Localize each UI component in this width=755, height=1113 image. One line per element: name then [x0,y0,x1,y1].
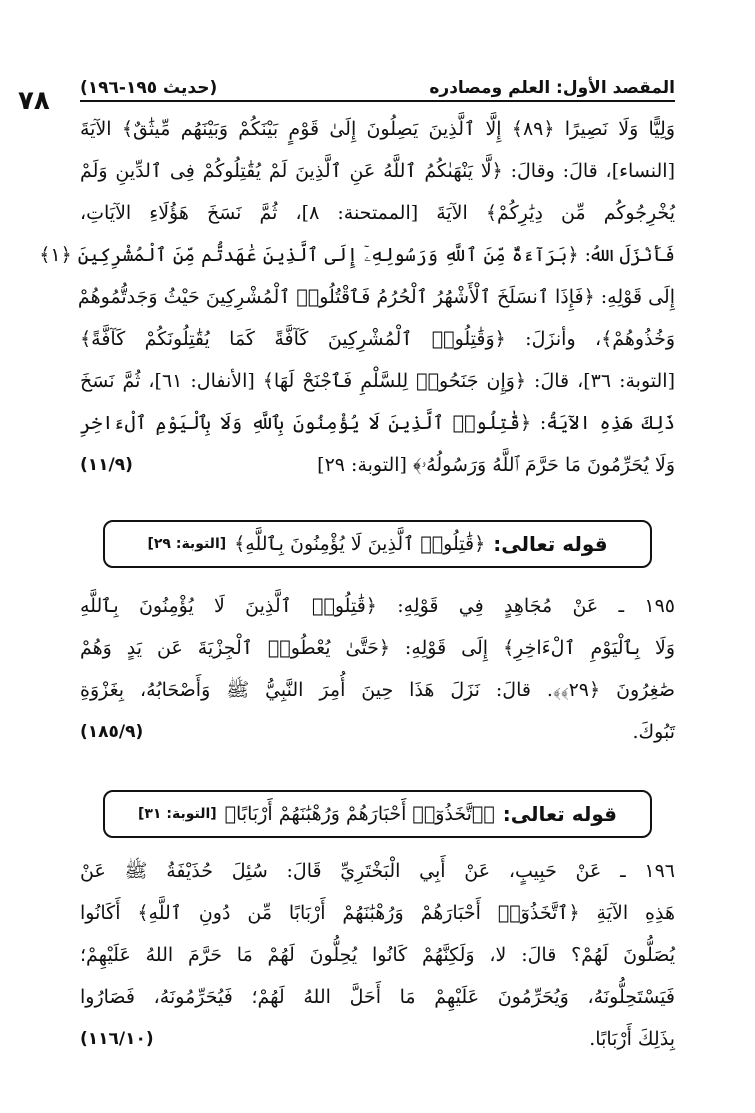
verse-heading-box [103,520,652,568]
text-line: فَأَنْزَلَ اللهُ: ﴿بَرَآءَةٌ مِّنَ ٱللَّهِ وَرَسُولِهِۦٓ إِلَى ٱلَّذِينَ عَٰهَدتُّم مِّنَ ٱلْمُشْرِكِينَ ﴿١﴾ [39,244,675,266]
section-3-text [80,850,675,1060]
verse-heading-lead: قوله تعالى: [502,802,618,826]
text-line-last [80,444,675,486]
verse-heading-ref: [التوبة: ٣١] [137,806,217,822]
text-line: ١٩٦ ـ عَنْ حَبِيبٍ، عَنْ أَبِي الْبَخْتَرِيِّ قَالَ: سُئِلَ حُذَيْفَةُ ﷺ عَنْ [80,860,675,882]
text-line-last [80,1018,675,1060]
section-1-text [39,108,676,486]
text-line: يُصَلُّونَ لَهُمْ؟ قالَ: لا، وَلَكِنَّهُمْ كَانُوا يُحِلُّونَ لَهُمْ مَا حَرَّمَ اللهُ عَلَيْهِمْ؛ [80,944,675,966]
text-line: تَبُوكَ. [632,721,675,743]
volume-page-ref: (١١٦/١٠) [80,1029,154,1049]
header-rule [80,100,675,102]
verse-heading-ref: [التوبة: ٢٩] [147,536,227,552]
text-line: [النساء]، قالَ: وقالَ: ﴿لَّا يَنْهَىٰكُمُ ٱللَّهُ عَنِ ٱلَّذِينَ لَمْ يُقَٰتِلُوكُمْ فِى ٱلدِّينِ وَلَمْ [80,160,675,182]
text-line: هَذِهِ الآيَةِ ﴿ٱتَّخَذُوٓا۟ أَحْبَارَهُمْ وَرُهْبَٰنَهُمْ أَرْبَابًا مِّن دُونِ ٱللَّهِ﴾ أَكَانُوا [80,902,675,924]
text-line: [التوبة: ٣٦]، قالَ: ﴿وَإِن جَنَحُوا۟ لِلسَّلْمِ فَٱجْنَحْ لَهَا﴾ [الأنفال: ٦١]، ثُمَّ نَسَخَ [80,370,675,392]
page-number: ٧٨ [18,86,50,116]
text-line: وَلَا يُحَرِّمُونَ مَا حَرَّمَ ٱللَّهُ وَرَسُولُهُۥ﴾ [التوبة: ٢٩] [317,454,675,476]
verse-heading-box [103,790,652,838]
running-header [80,68,675,98]
verse-heading-text: ﴿ٱتَّخَذُوٓا۟ أَحْبَارَهُمْ وَرُهْبَٰنَهُمْ أَرْبَابًا﴾ [224,803,495,825]
text-line: وَخُذُوهُمْ﴾، وأنزَلَ: ﴿وَقَٰتِلُوا۟ ٱلْمُشْرِكِينَ كَآفَّةً كَمَا يُقَٰتِلُونَكُمْ كَآفَّةً﴾ [80,328,675,350]
text-line: ذَلِكَ هَذِهِ الآيَةُ: ﴿قَٰتِلُوا۟ ٱلَّذِينَ لَا يُؤْمِنُونَ بِٱللَّهِ وَلَا بِٱلْيَوْمِ ٱلْءَاخِرِ [80,412,675,434]
volume-page-ref: (١٨٥/٩) [80,722,144,742]
text-line: يُخْرِجُوكُم مِّن دِيَٰرِكُمْ﴾ الآيَةَ [الممتحنة: ٨]، ثُمَّ نَسَخَ هَؤُلَاءِ الآيَاتِ، [80,202,675,224]
header-chapter-title: المقصد الأول: العلم ومصادره [429,78,675,98]
verse-heading-text: ﴿قَٰتِلُوا۟ ٱلَّذِينَ لَا يُؤْمِنُونَ بِٱللَّهِ﴾ [234,533,486,555]
text-line: صَٰغِرُونَ ﴿٢٩﴾﴾. قالَ: نَزَلَ هَذَا حِينَ أُمِرَ النَّبِيُّ ﷺ وَأَصْحَابُهُ، بِغَزْوَةِ [80,679,675,701]
text-line-last [80,711,675,753]
text-line: إِلَى قَوْلِهِ: ﴿فَإِذَا ٱنسَلَخَ ٱلْأَشْهُرُ ٱلْحُرُمُ فَٱقْتُلُوا۟ ٱلْمُشْرِكِينَ حَيْثُ وَجَدتُّمُوهُمْ [77,286,675,308]
verse-heading-lead: قوله تعالى: [493,532,608,556]
text-line: وَلِيًّا وَلَا نَصِيرًا ﴿٨٩﴾ إِلَّا ٱلَّذِينَ يَصِلُونَ إِلَىٰ قَوْمٍ بَيْنَكُمْ وَبَيْنَهُم مِّيثَٰقٌ﴾ الآيَةَ [80,118,676,140]
text-line: وَلَا بِٱلْيَوْمِ ٱلْءَاخِرِ﴾ إِلَى قَوْلِهِ: ﴿حَتَّىٰ يُعْطُوا۟ ٱلْجِزْيَةَ عَن يَدٍ وَهُمْ [80,637,675,659]
text-line: فَيَسْتَحِلُّونَهُ، وَيُحَرِّمُونَ عَلَيْهِمْ مَا أَحَلَّ اللهُ لَهُمْ؛ فَيُحَرِّمُونَهُ، فَصَارُوا [80,986,675,1008]
volume-page-ref: (١١/٩) [80,455,133,475]
text-line: بِذَلِكَ أَرْبَابًا. [589,1028,675,1050]
section-2-text [80,585,675,753]
text-line: ١٩٥ ـ عَنْ مُجَاهِدٍ فِي قَوْلِهِ: ﴿قَٰتِلُوا۟ ٱلَّذِينَ لَا يُؤْمِنُونَ بِٱللَّهِ [80,595,675,617]
header-hadith-range: (حديث ١٩٥-١٩٦) [80,78,218,98]
